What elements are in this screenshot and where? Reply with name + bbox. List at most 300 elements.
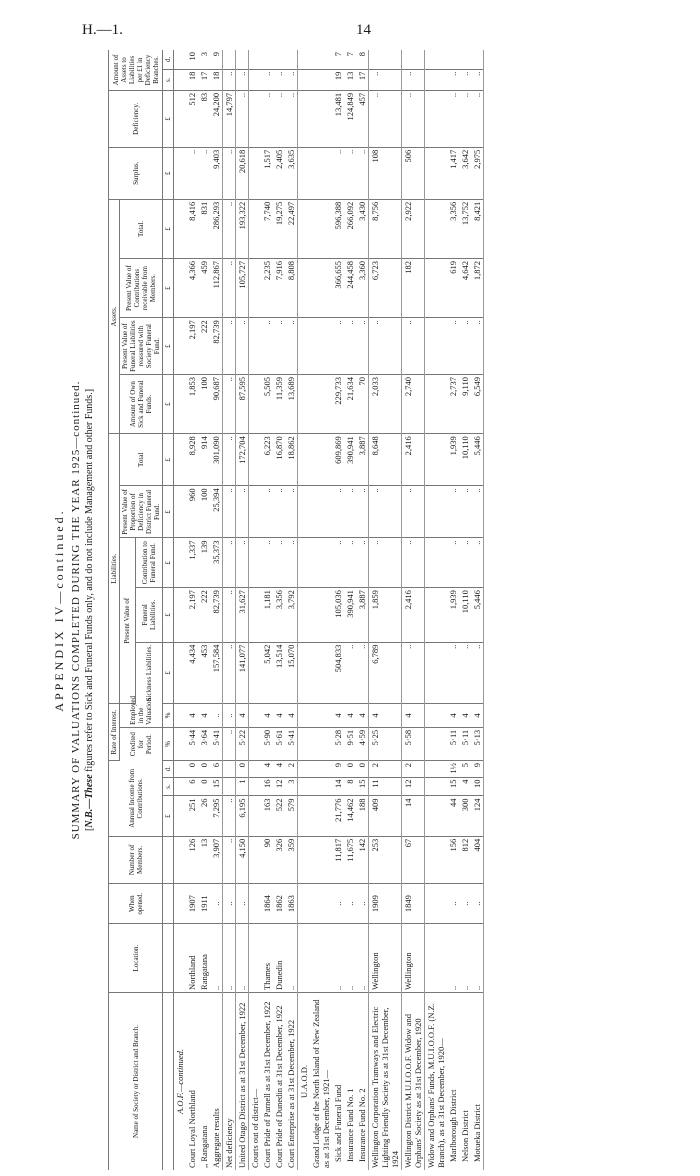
cell-contrib-shillings bbox=[223, 777, 236, 796]
cell-funeral-society: .. bbox=[332, 318, 344, 375]
cell-per-pound-s: 17 bbox=[198, 69, 210, 90]
col-own-funds: Amount of Own Sick and Funeral Funds. bbox=[120, 375, 163, 434]
units-row bbox=[163, 50, 174, 1170]
cell-rate-credited: 3·64 bbox=[198, 727, 210, 760]
col-name: Name of Society or District and Branch. bbox=[109, 992, 163, 1170]
cell-deficiency-share bbox=[310, 486, 332, 538]
cell-contrib-pounds: 124 bbox=[471, 796, 484, 836]
col-opened: When opened. bbox=[109, 884, 163, 924]
cell-sickness: 13,514 bbox=[273, 642, 285, 704]
cell-rate-employed bbox=[310, 704, 332, 728]
col-deficiency-share: Present Value of Proportion of Deficiency in District Funeral Fund. bbox=[120, 486, 163, 538]
cell-members: 404 bbox=[471, 836, 484, 883]
cell-opened: .. bbox=[471, 884, 484, 924]
row-name: Motueka District bbox=[471, 992, 484, 1170]
cell-funeral-society: 222 bbox=[198, 318, 210, 375]
cell-members: 359 bbox=[285, 836, 298, 883]
col-deficiency: Deficiency. bbox=[109, 90, 163, 147]
cell-per-pound-d bbox=[471, 50, 484, 69]
unit-pound: £ bbox=[163, 538, 174, 588]
cell-contrib-pence: 2 bbox=[402, 760, 425, 777]
cell-surplus: 3,635 bbox=[285, 147, 298, 199]
cell-deficiency: .. bbox=[471, 90, 484, 147]
col-contribution-funeral: Contribution to Funeral Fund. bbox=[135, 538, 162, 588]
cell-location: .. bbox=[236, 924, 249, 993]
unit-pence: d. bbox=[163, 760, 174, 777]
cell-per-pound-d: 8 bbox=[356, 50, 369, 69]
cell-rate-credited bbox=[298, 727, 311, 760]
cell-future-contributions bbox=[298, 259, 311, 318]
cell-sickness: 504,833 bbox=[332, 642, 344, 704]
cell-contrib-pence: 0 bbox=[356, 760, 369, 777]
cell-liabilities-total bbox=[310, 434, 332, 486]
cell-liabilities-total: 172,704 bbox=[236, 434, 249, 486]
cell-location bbox=[174, 924, 187, 993]
col-assets: Assets. bbox=[109, 199, 120, 433]
unit-pence: d. bbox=[163, 50, 174, 69]
cell-opened bbox=[249, 884, 262, 924]
cell-own-funds bbox=[174, 375, 187, 434]
cell-per-pound-d bbox=[273, 50, 285, 69]
cell-contrib-pence: 9 bbox=[471, 760, 484, 777]
cell-sickness: 6,789 bbox=[369, 642, 402, 704]
cell-liabilities-total: 8,928 bbox=[186, 434, 198, 486]
cell-own-funds: 2,033 bbox=[369, 375, 402, 434]
cell-opened bbox=[425, 884, 448, 924]
cell-funeral: 10,110 bbox=[459, 588, 471, 642]
cell-contribution-funeral bbox=[174, 538, 187, 588]
cell-funeral-society bbox=[298, 318, 311, 375]
cell-opened: 1907 bbox=[186, 884, 198, 924]
cell-contrib-pounds bbox=[298, 796, 311, 836]
cell-per-pound-d bbox=[236, 50, 249, 69]
cell-contrib-shillings: 6 bbox=[186, 777, 198, 796]
cell-sickness: .. bbox=[471, 642, 484, 704]
cell-future-contributions bbox=[310, 259, 332, 318]
cell-members bbox=[310, 836, 332, 883]
cell-future-contributions: 182 bbox=[402, 259, 425, 318]
cell-members: 812 bbox=[459, 836, 471, 883]
cell-liabilities-total: 914 bbox=[198, 434, 210, 486]
table-row bbox=[356, 50, 369, 1170]
cell-per-pound-d bbox=[310, 50, 332, 69]
cell-own-funds: .. bbox=[223, 375, 236, 434]
cell-liabilities-total bbox=[174, 434, 187, 486]
cell-liabilities-total: 2,416 bbox=[402, 434, 425, 486]
cell-contribution-funeral: 1,337 bbox=[186, 538, 198, 588]
cell-surplus bbox=[298, 147, 311, 199]
cell-own-funds bbox=[249, 375, 262, 434]
unit-pound: £ bbox=[163, 796, 174, 836]
cell-members: 326 bbox=[273, 836, 285, 883]
cell-surplus: 1,517 bbox=[261, 147, 273, 199]
col-rate: Rate of Interest. bbox=[109, 704, 120, 761]
cell-per-pound-d bbox=[223, 50, 236, 69]
table-body bbox=[174, 50, 484, 1170]
cell-deficiency-share: 960 bbox=[186, 486, 198, 538]
cell-rate-employed: 4 bbox=[344, 704, 356, 728]
row-name: United Otago District as at 31st December, 1922 bbox=[236, 992, 249, 1170]
cell-sickness: .. bbox=[223, 642, 236, 704]
table-row bbox=[310, 50, 332, 1170]
unit-pound: £ bbox=[163, 486, 174, 538]
cell-contrib-pounds: 579 bbox=[285, 796, 298, 836]
cell-future-contributions: 244,458 bbox=[344, 259, 356, 318]
cell-per-pound-d bbox=[402, 50, 425, 69]
cell-members: 156 bbox=[447, 836, 459, 883]
table-row bbox=[471, 50, 484, 1170]
cell-rate-credited: .. bbox=[223, 727, 236, 760]
cell-contribution-funeral: .. bbox=[332, 538, 344, 588]
cell-funeral-society: .. bbox=[471, 318, 484, 375]
cell-contrib-pence bbox=[174, 760, 187, 777]
cell-future-contributions: 6,723 bbox=[369, 259, 402, 318]
cell-liabilities-total: 301,090 bbox=[210, 434, 223, 486]
cell-assets-total bbox=[310, 199, 332, 258]
cell-deficiency-share: .. bbox=[273, 486, 285, 538]
cell-rate-credited: 5·13 bbox=[471, 727, 484, 760]
cell-sickness: 453 bbox=[198, 642, 210, 704]
cell-contribution-funeral: .. bbox=[285, 538, 298, 588]
rotated-page bbox=[40, 50, 660, 1170]
cell-location bbox=[249, 924, 262, 993]
cell-deficiency-share bbox=[425, 486, 448, 538]
cell-funeral: .. bbox=[223, 588, 236, 642]
row-name: Marlborough District bbox=[448, 1089, 458, 1162]
row-name: Nelson District bbox=[460, 1110, 470, 1162]
cell-own-funds: 6,549 bbox=[471, 375, 484, 434]
cell-future-contributions: .. bbox=[223, 259, 236, 318]
cell-deficiency-share: .. bbox=[285, 486, 298, 538]
cell-own-funds: 87,595 bbox=[236, 375, 249, 434]
cell-deficiency: 13,481 bbox=[332, 90, 344, 147]
cell-per-pound-d: 9 bbox=[210, 50, 223, 69]
cell-per-pound-s: .. bbox=[459, 69, 471, 90]
table-row bbox=[223, 50, 236, 1170]
cell-sickness: 15,070 bbox=[285, 642, 298, 704]
cell-contrib-shillings: 1 bbox=[236, 777, 249, 796]
cell-opened: 1862 bbox=[273, 884, 285, 924]
cell-contribution-funeral bbox=[298, 538, 311, 588]
cell-contrib-shillings bbox=[298, 777, 311, 796]
cell-rate-employed: 4 bbox=[186, 704, 198, 728]
cell-funeral: 3,792 bbox=[285, 588, 298, 642]
cell-future-contributions: 105,727 bbox=[236, 259, 249, 318]
summary-subtitle: SUMMARY OF VALUATIONS COMPLETED DURING THE YEAR 1925—continued. bbox=[70, 380, 82, 840]
unit-shilling: s. bbox=[163, 777, 174, 796]
cell-contrib-pounds: .. bbox=[223, 796, 236, 836]
report-reference: H.—1. bbox=[82, 22, 123, 38]
cell-rate-credited bbox=[174, 727, 187, 760]
col-surplus: Surplus. bbox=[109, 147, 163, 199]
cell-per-pound-d: 7 bbox=[344, 50, 356, 69]
cell-contrib-pence bbox=[310, 760, 332, 777]
cell-location: .. bbox=[210, 924, 223, 993]
cell-members: .. bbox=[223, 836, 236, 883]
cell-rate-employed: 4 bbox=[447, 704, 459, 728]
cell-funeral: 2,197 bbox=[186, 588, 198, 642]
col-per-pound: Amount of Assets to Liabilities per £1 in Deficiency Branches. bbox=[109, 50, 163, 90]
cell-liabilities-total: 18,862 bbox=[285, 434, 298, 486]
cell-deficiency bbox=[298, 90, 311, 147]
cell-sickness bbox=[249, 642, 262, 704]
cell-liabilities-total: 16,870 bbox=[273, 434, 285, 486]
cell-location: Thames bbox=[261, 924, 273, 993]
cell-contribution-funeral: 35,373 bbox=[210, 538, 223, 588]
cell-contrib-pence: 6 bbox=[210, 760, 223, 777]
cell-rate-credited: 5·41 bbox=[210, 727, 223, 760]
cell-opened: .. bbox=[356, 884, 369, 924]
cell-liabilities-total: 6,223 bbox=[261, 434, 273, 486]
cell-location bbox=[310, 924, 332, 993]
cell-contrib-shillings: 16 bbox=[261, 777, 273, 796]
cell-own-funds: 21,634 bbox=[344, 375, 356, 434]
cell-rate-credited: 5·28 bbox=[332, 727, 344, 760]
cell-funeral bbox=[249, 588, 262, 642]
cell-funeral: 1,181 bbox=[261, 588, 273, 642]
cell-sickness: .. bbox=[356, 642, 369, 704]
cell-funeral: 1,859 bbox=[369, 588, 402, 642]
cell-contribution-funeral: .. bbox=[402, 538, 425, 588]
cell-members: 142 bbox=[356, 836, 369, 883]
cell-per-pound-d bbox=[298, 50, 311, 69]
cell-members: 126 bbox=[186, 836, 198, 883]
cell-per-pound-s: 19 bbox=[332, 69, 344, 90]
cell-deficiency-share bbox=[174, 486, 187, 538]
cell-funeral bbox=[310, 588, 332, 642]
cell-opened: 1863 bbox=[285, 884, 298, 924]
cell-sickness bbox=[310, 642, 332, 704]
cell-per-pound-s: .. bbox=[471, 69, 484, 90]
cell-deficiency: .. bbox=[273, 90, 285, 147]
cell-contribution-funeral: .. bbox=[471, 538, 484, 588]
cell-opened: 1849 bbox=[402, 884, 425, 924]
cell-rate-credited bbox=[249, 727, 262, 760]
unit-pound: £ bbox=[163, 588, 174, 642]
cell-surplus: 506 bbox=[402, 147, 425, 199]
cell-rate-credited: 5·58 bbox=[402, 727, 425, 760]
cell-funeral-society bbox=[174, 318, 187, 375]
cell-future-contributions: 4,642 bbox=[459, 259, 471, 318]
cell-deficiency-share: .. bbox=[369, 486, 402, 538]
unit-shilling: s. bbox=[163, 69, 174, 90]
cell-per-pound-s bbox=[298, 69, 311, 90]
cell-contrib-pounds: 7,295 bbox=[210, 796, 223, 836]
cell-surplus: 2,405 bbox=[273, 147, 285, 199]
cell-per-pound-s: 17 bbox=[356, 69, 369, 90]
cell-future-contributions: 2,235 bbox=[261, 259, 273, 318]
page-header bbox=[0, 22, 700, 42]
cell-per-pound-d bbox=[285, 50, 298, 69]
cell-per-pound-d: 3 bbox=[198, 50, 210, 69]
cell-assets-total: 193,322 bbox=[236, 199, 249, 258]
cell-deficiency bbox=[174, 90, 187, 147]
cell-rate-employed: 4 bbox=[273, 704, 285, 728]
cell-own-funds: 2,740 bbox=[402, 375, 425, 434]
col-location: Location. bbox=[109, 924, 163, 993]
cell-members: 13 bbox=[198, 836, 210, 883]
row-name: Grand Lodge of the North Island of New Zealand as at 31st December, 1921— bbox=[311, 999, 331, 1168]
cell-future-contributions: 7,916 bbox=[273, 259, 285, 318]
cell-liabilities-total: 3,887 bbox=[356, 434, 369, 486]
col-present-value-of: Present Value of bbox=[120, 538, 136, 704]
cell-sickness: 157,584 bbox=[210, 642, 223, 704]
cell-assets-total: 22,497 bbox=[285, 199, 298, 258]
cell-members bbox=[425, 836, 448, 883]
cell-rate-credited: 5·61 bbox=[273, 727, 285, 760]
cell-funeral: 3,356 bbox=[273, 588, 285, 642]
cell-contribution-funeral: .. bbox=[459, 538, 471, 588]
cell-opened bbox=[310, 884, 332, 924]
cell-sickness: 4,434 bbox=[186, 642, 198, 704]
cell-deficiency-share: .. bbox=[459, 486, 471, 538]
cell-liabilities-total: 8,648 bbox=[369, 434, 402, 486]
cell-members: 11,675 bbox=[344, 836, 356, 883]
note: [N.B.—These figures refer to Sick and Funeral Funds only, and do not include Management and other Funds.] bbox=[84, 388, 95, 832]
row-name: A.O.F.—continued. bbox=[175, 1048, 185, 1114]
cell-rate-credited: 5·41 bbox=[285, 727, 298, 760]
table-row bbox=[186, 50, 198, 1170]
cell-deficiency: .. bbox=[459, 90, 471, 147]
cell-funeral: 222 bbox=[198, 588, 210, 642]
cell-deficiency: .. bbox=[236, 90, 249, 147]
cell-funeral-society bbox=[425, 318, 448, 375]
cell-surplus: 3,642 bbox=[459, 147, 471, 199]
cell-funeral: 105,036 bbox=[332, 588, 344, 642]
cell-contrib-pounds: 251 bbox=[186, 796, 198, 836]
cell-liabilities-total: 609,869 bbox=[332, 434, 344, 486]
table-row bbox=[261, 50, 273, 1170]
table-row bbox=[174, 50, 187, 1170]
cell-contrib-pounds: 44 bbox=[447, 796, 459, 836]
cell-per-pound-s: 18 bbox=[210, 69, 223, 90]
cell-deficiency-share: .. bbox=[261, 486, 273, 538]
unit-pound: £ bbox=[163, 259, 174, 318]
cell-liabilities-total: 1,939 bbox=[447, 434, 459, 486]
cell-surplus: .. bbox=[344, 147, 356, 199]
unit-pct: % bbox=[163, 727, 174, 760]
table-row bbox=[210, 50, 223, 1170]
cell-opened: .. bbox=[447, 884, 459, 924]
cell-contrib-pence: 1½ bbox=[447, 760, 459, 777]
row-name: Court Pride of Dunedin at 31st December, 1922 bbox=[274, 1005, 284, 1168]
cell-location: .. bbox=[356, 924, 369, 993]
cell-rate-employed: 4 bbox=[459, 704, 471, 728]
cell-funeral: 5,446 bbox=[471, 588, 484, 642]
cell-members bbox=[174, 836, 187, 883]
cell-opened: 1911 bbox=[198, 884, 210, 924]
cell-contrib-pounds bbox=[174, 796, 187, 836]
table-row bbox=[198, 50, 210, 1170]
cell-contrib-shillings: 4 bbox=[459, 777, 471, 796]
cell-contribution-funeral bbox=[425, 538, 448, 588]
cell-sickness bbox=[174, 642, 187, 704]
table-row bbox=[344, 50, 356, 1170]
cell-rate-employed: 4 bbox=[471, 704, 484, 728]
cell-opened: .. bbox=[210, 884, 223, 924]
cell-deficiency: 24,200 bbox=[210, 90, 223, 147]
cell-assets-total: 3,430 bbox=[356, 199, 369, 258]
cell-rate-employed: 4 bbox=[332, 704, 344, 728]
cell-contribution-funeral: .. bbox=[369, 538, 402, 588]
cell-funeral: 1,939 bbox=[447, 588, 459, 642]
cell-own-funds: 9,110 bbox=[459, 375, 471, 434]
col-future-contributions: Present Value of Contributions receivable from Members. bbox=[120, 259, 163, 318]
cell-funeral-society: .. bbox=[356, 318, 369, 375]
cell-contrib-pounds: 14 bbox=[402, 796, 425, 836]
table-row bbox=[425, 50, 448, 1170]
cell-rate-employed: 4 bbox=[285, 704, 298, 728]
table-row bbox=[273, 50, 285, 1170]
cell-contrib-pence: 4 bbox=[261, 760, 273, 777]
cell-per-pound-s bbox=[174, 69, 187, 90]
row-name: Court Pride of Parnell as at 31st December, 1922 bbox=[262, 1001, 272, 1168]
cell-contribution-funeral bbox=[249, 538, 262, 588]
row-name: Net deficiency bbox=[223, 992, 236, 1170]
cell-contrib-pence: 0 bbox=[236, 760, 249, 777]
cell-contribution-funeral: .. bbox=[447, 538, 459, 588]
cell-location bbox=[298, 924, 311, 993]
cell-contrib-shillings: 8 bbox=[344, 777, 356, 796]
cell-assets-total bbox=[298, 199, 311, 258]
cell-funeral bbox=[298, 588, 311, 642]
cell-sickness bbox=[298, 642, 311, 704]
cell-per-pound-s: .. bbox=[285, 69, 298, 90]
table-row bbox=[402, 50, 425, 1170]
cell-contrib-pounds: 188 bbox=[356, 796, 369, 836]
cell-assets-total bbox=[249, 199, 262, 258]
page-number: 14 bbox=[356, 22, 371, 38]
cell-opened bbox=[174, 884, 187, 924]
cell-deficiency bbox=[425, 90, 448, 147]
cell-funeral-society: .. bbox=[285, 318, 298, 375]
cell-deficiency: .. bbox=[261, 90, 273, 147]
note-text: figures refer to Sick and Funeral Funds only, and do not include Management and other Funds. bbox=[84, 392, 95, 772]
cell-liabilities-total: 10,110 bbox=[459, 434, 471, 486]
cell-surplus: .. bbox=[223, 147, 236, 199]
table-row bbox=[236, 50, 249, 1170]
cell-contrib-shillings: 12 bbox=[402, 777, 425, 796]
cell-surplus: 108 bbox=[369, 147, 402, 199]
table-row bbox=[447, 50, 459, 1170]
cell-deficiency-share: 25,394 bbox=[210, 486, 223, 538]
cell-location: .. bbox=[223, 924, 236, 993]
cell-per-pound-d bbox=[174, 50, 187, 69]
cell-opened: 1909 bbox=[369, 884, 402, 924]
cell-liabilities-total: .. bbox=[223, 434, 236, 486]
col-assets-total: Total. bbox=[120, 199, 163, 258]
cell-funeral bbox=[174, 588, 187, 642]
cell-future-contributions: 459 bbox=[198, 259, 210, 318]
cell-contribution-funeral bbox=[310, 538, 332, 588]
cell-contrib-shillings: 14 bbox=[332, 777, 344, 796]
cell-per-pound-s: .. bbox=[236, 69, 249, 90]
cell-opened: .. bbox=[344, 884, 356, 924]
row-name: Insurance Fund No. 1 bbox=[345, 1088, 355, 1162]
cell-rate-employed bbox=[174, 704, 187, 728]
cell-rate-credited: 5·22 bbox=[236, 727, 249, 760]
cell-assets-total bbox=[425, 199, 448, 258]
cell-surplus: 1,417 bbox=[447, 147, 459, 199]
cell-contrib-shillings: 15 bbox=[210, 777, 223, 796]
cell-surplus: 2,975 bbox=[471, 147, 484, 199]
cell-deficiency: .. bbox=[447, 90, 459, 147]
cell-surplus: .. bbox=[332, 147, 344, 199]
cell-location: Wellington bbox=[369, 924, 402, 993]
row-name: Widow and Orphans' Funds, M.U.I.O.O.F. (N.Z. Branch), as at 31st December, 1920— bbox=[426, 1003, 446, 1168]
cell-funeral-society: .. bbox=[369, 318, 402, 375]
col-funeral: Funeral Liabilities. bbox=[135, 588, 162, 642]
